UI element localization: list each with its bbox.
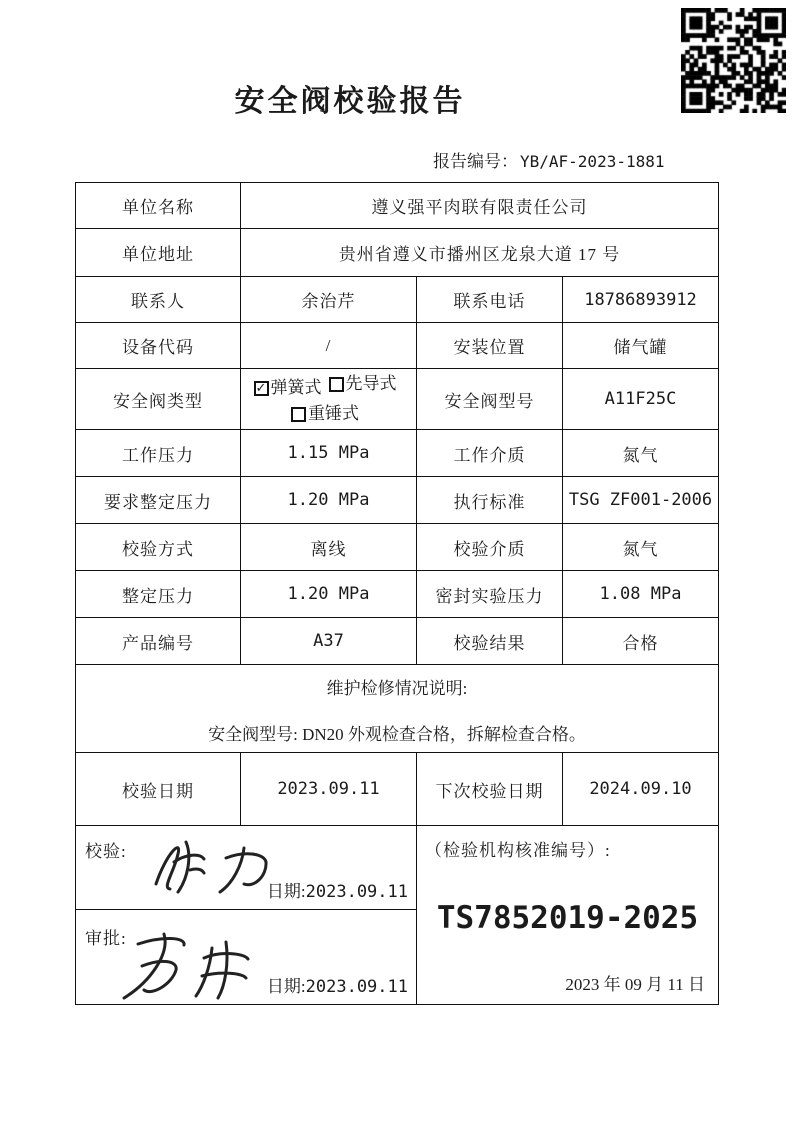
report-number-line — [433, 147, 665, 172]
table-row — [76, 369, 719, 430]
table-row — [76, 665, 719, 753]
set-pressure-label: 整定压力 — [76, 571, 241, 618]
table-row — [76, 183, 719, 229]
checked-checkbox-icon: ✓ — [254, 381, 269, 396]
working-medium-label: 工作介质 — [417, 430, 563, 477]
unchecked-checkbox-icon — [329, 377, 344, 392]
table-row — [76, 229, 719, 277]
result-value: 合格 — [563, 618, 719, 665]
valve-type-option-label: 先导式 — [345, 374, 397, 393]
seal-test-pressure-value: 1.08 MPa — [563, 571, 719, 618]
table-row — [76, 430, 719, 477]
table-row — [76, 524, 719, 571]
next-calibration-date-label: 下次校验日期 — [417, 753, 563, 826]
working-medium-value: 氮气 — [563, 430, 719, 477]
seal-test-pressure-label: 密封实验压力 — [417, 571, 563, 618]
qr-code-icon — [681, 8, 786, 113]
unit-address-value: 贵州省遵义市播州区龙泉大道 17 号 — [241, 229, 719, 277]
phone-value: 18786893912 — [563, 277, 719, 323]
approve-signature-image — [104, 924, 274, 1004]
phone-label: 联系电话 — [417, 277, 563, 323]
maintenance-cell — [76, 665, 719, 753]
approve-date — [267, 972, 408, 997]
working-pressure-value: 1.15 MPa — [241, 430, 417, 477]
valve-type-option — [291, 401, 359, 427]
install-location-label: 安装位置 — [417, 323, 563, 369]
calibration-medium-value: 氮气 — [563, 524, 719, 571]
product-no-value: A37 — [241, 618, 417, 665]
agency-date: 2023 年 09 月 11 日 — [565, 975, 705, 994]
valve-model-label: 安全阀型号 — [417, 369, 563, 430]
valve-type-option — [329, 371, 397, 397]
set-pressure-value: 1.20 MPa — [241, 571, 417, 618]
page-title: 安全阀校验报告 — [234, 85, 466, 118]
valve-type-option — [254, 375, 322, 401]
verify-date — [267, 877, 408, 902]
table-row — [76, 323, 719, 369]
valve-type-option-label: 弹簧式 — [270, 378, 322, 397]
calibration-method-value: 离线 — [241, 524, 417, 571]
agency-approval-code: TS7852019-2025 — [436, 900, 699, 936]
verify-label: 校验: — [85, 842, 127, 861]
verify-signature-image — [134, 826, 284, 904]
unit-name-label: 单位名称 — [76, 183, 241, 229]
approve-date-value: 2023.09.11 — [305, 977, 408, 997]
valve-type-option-label: 重锤式 — [308, 404, 359, 423]
approve-date-label: 日期: — [266, 977, 306, 996]
table-row — [76, 826, 719, 910]
calibration-method-label: 校验方式 — [76, 524, 241, 571]
verify-date-value: 2023.09.11 — [305, 882, 408, 902]
unchecked-checkbox-icon — [291, 407, 306, 422]
agency-header: （检验机构核准编号）: — [425, 841, 611, 860]
unit-name-value: 遵义强平肉联有限责任公司 — [241, 183, 719, 229]
standard-label: 执行标准 — [417, 477, 563, 524]
install-location-value: 储气罐 — [563, 323, 719, 369]
required-set-pressure-value: 1.20 MPa — [241, 477, 417, 524]
agency-cell — [417, 826, 719, 1005]
next-calibration-date-value: 2024.09.10 — [563, 753, 719, 826]
valve-type-options — [241, 369, 417, 430]
result-label: 校验结果 — [417, 618, 563, 665]
calibration-date-label: 校验日期 — [76, 753, 241, 826]
table-row — [76, 571, 719, 618]
verify-signature-cell — [76, 826, 417, 910]
device-code-value: / — [241, 323, 417, 369]
table-row — [76, 277, 719, 323]
unit-address-label: 单位地址 — [76, 229, 241, 277]
report-table — [75, 182, 719, 1005]
table-row — [76, 477, 719, 524]
report-number-label: 报告编号： — [433, 152, 518, 171]
report-number-value: YB/AF-2023-1881 — [520, 152, 665, 171]
device-code-label: 设备代码 — [76, 323, 241, 369]
calibration-medium-label: 校验介质 — [417, 524, 563, 571]
calibration-date-value: 2023.09.11 — [241, 753, 417, 826]
required-set-pressure-label: 要求整定压力 — [76, 477, 241, 524]
approve-signature-cell — [76, 910, 417, 1005]
standard-value: TSG ZF001-2006 — [563, 477, 719, 524]
contact-value: 余治芹 — [241, 277, 417, 323]
valve-type-label: 安全阀类型 — [76, 369, 241, 430]
product-no-label: 产品编号 — [76, 618, 241, 665]
working-pressure-label: 工作压力 — [76, 430, 241, 477]
maintenance-title: 维护检修情况说明: — [326, 679, 468, 698]
verify-date-label: 日期: — [266, 882, 306, 901]
approve-label: 审批: — [85, 929, 127, 948]
table-row — [76, 618, 719, 665]
valve-model-value: A11F25C — [563, 369, 719, 430]
maintenance-detail: 安全阀型号: DN20 外观检查合格，拆解检查合格。 — [208, 725, 586, 744]
contact-label: 联系人 — [76, 277, 241, 323]
table-row — [76, 753, 719, 826]
